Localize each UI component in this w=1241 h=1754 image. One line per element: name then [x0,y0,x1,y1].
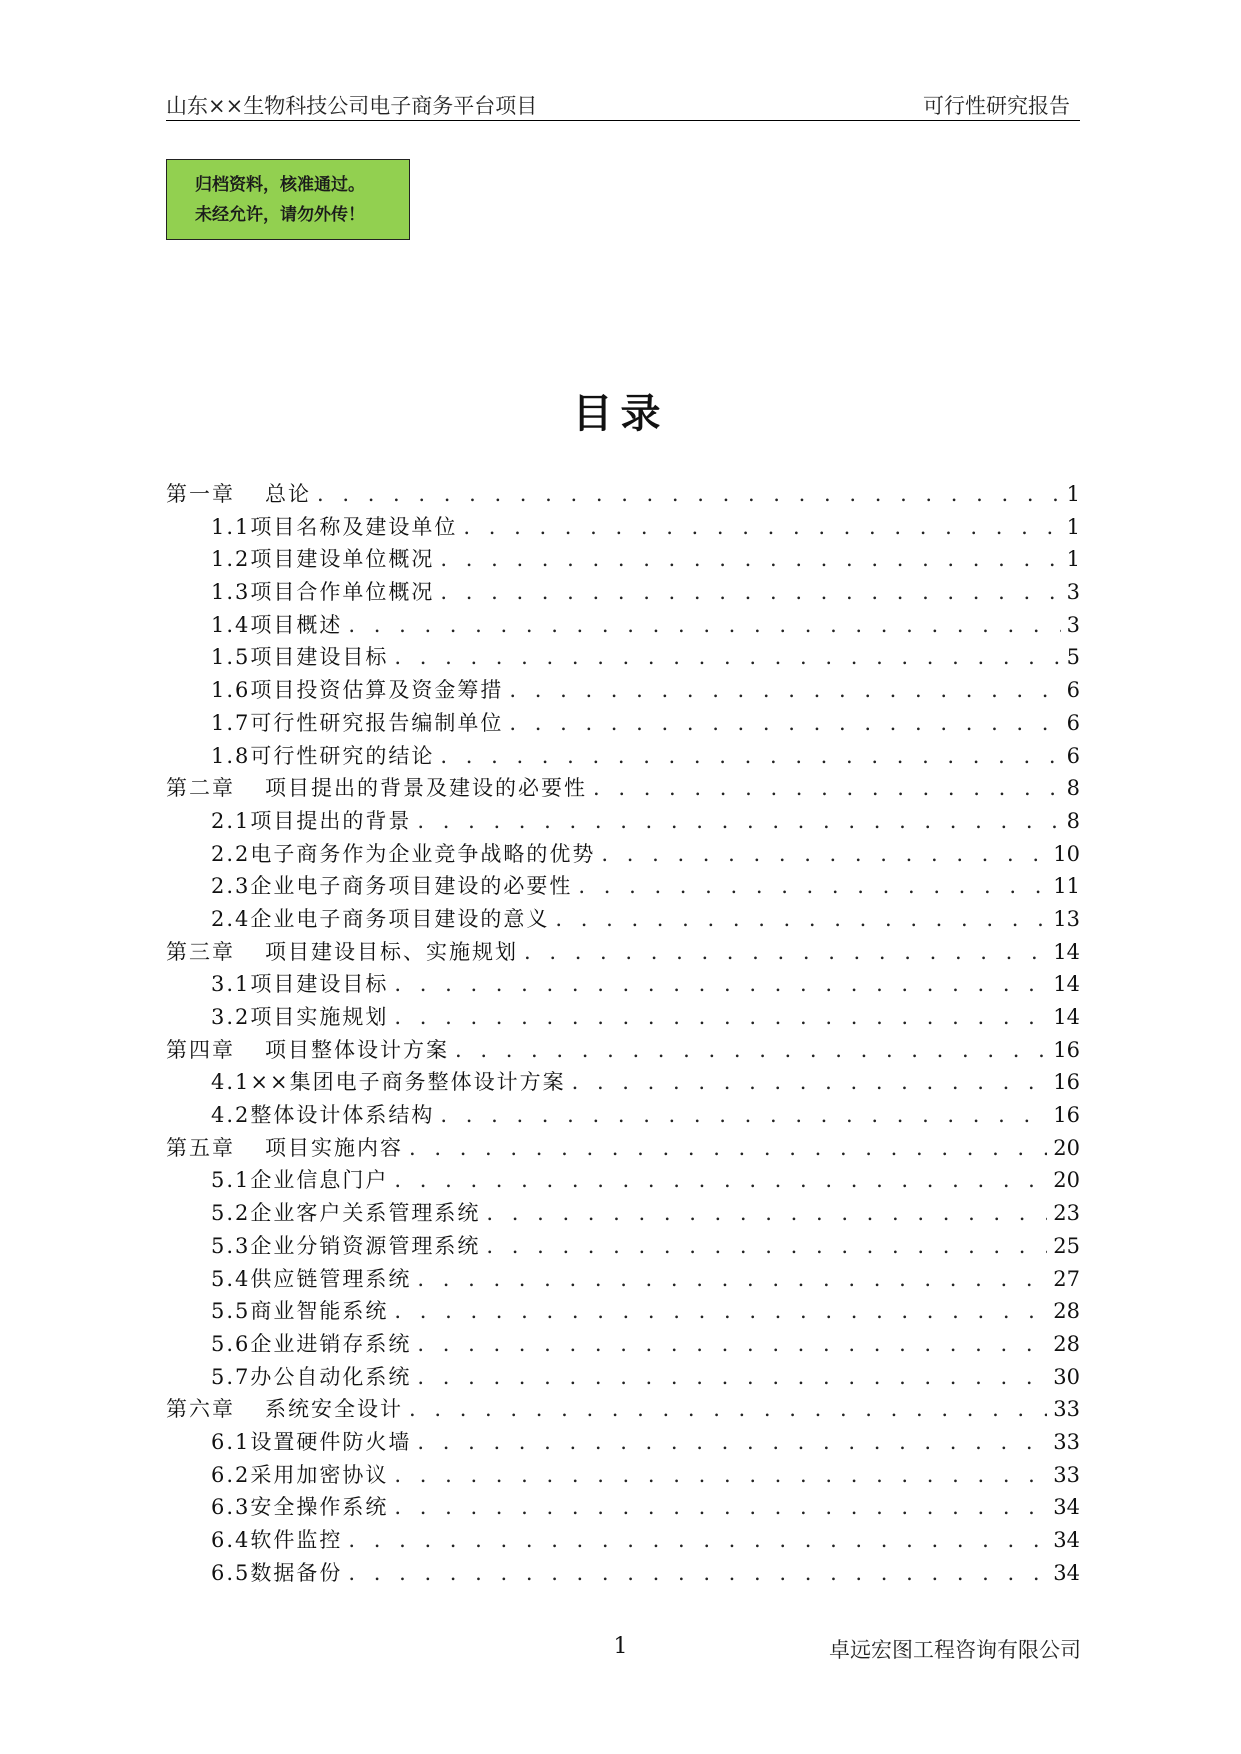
toc-entry-page: 16 [1053,1070,1080,1095]
toc-entry-page: 10 [1053,841,1080,866]
toc-leader-dots [463,515,1060,539]
toc-entry-text: 企业信息门户 [250,1168,389,1193]
toc-entry-text: 数据备份 [250,1560,343,1585]
toc-leader-dots [394,1463,1047,1487]
toc-section-entry[interactable] [166,1557,1080,1590]
toc-entry-text: 电子商务作为企业竞争战略的优势 [250,841,596,866]
toc-entry-label [211,1328,411,1358]
toc-leader-dots [593,776,1061,800]
toc-entry-label [211,707,503,737]
toc-entry-label [211,903,549,933]
toc-section-entry[interactable] [166,870,1080,903]
toc-entry-label [166,1034,449,1064]
toc-entry-page: 13 [1053,906,1080,931]
toc-chapter-entry[interactable] [166,1393,1080,1426]
toc-entry-number: 5.3 [211,1233,251,1258]
toc-section-entry[interactable] [166,1328,1080,1361]
toc-leader-dots [394,972,1047,996]
toc-entry-page: 20 [1053,1135,1080,1160]
toc-entry-page: 1 [1066,482,1080,506]
toc-entry-text: 采用加密协议 [250,1462,389,1487]
toc-entry-label [211,543,434,573]
toc-entry-page: 14 [1053,939,1080,964]
toc-entry-text: 项目名称及建设单位 [250,514,458,539]
toc-entry-label [211,1230,480,1260]
footer-organization: 卓远宏图工程咨询有限公司 [829,1638,1081,1662]
toc-leader-dots [394,645,1060,669]
toc-section-entry[interactable] [166,1230,1080,1263]
toc-section-entry[interactable] [166,609,1080,642]
toc-entry-page: 28 [1053,1331,1080,1356]
toc-entry-number: 6.2 [211,1462,251,1487]
toc-entry-text: 项目合作单位概况 [250,580,435,605]
toc-entry-page: 3 [1066,580,1080,605]
toc-entry-page: 6 [1066,710,1080,735]
toc-entry-number: 1.5 [211,645,251,670]
toc-entry-label [211,1491,388,1521]
toc-entry-text: 项目投资估算及资金筹措 [250,678,504,703]
toc-section-entry[interactable] [166,1099,1080,1132]
toc-entry-number: 6.5 [211,1560,251,1585]
toc-entry-text: 可行性研究报告编制单位 [250,710,504,735]
header-report-type: 可行性研究报告 [923,94,1070,118]
toc-entry-text: 设置硬件防火墙 [250,1429,412,1454]
toc-leader-dots [394,1005,1047,1029]
toc-entry-page: 23 [1053,1201,1080,1226]
toc-leader-dots [417,809,1060,833]
toc-leader-dots [509,678,1060,702]
toc-section-entry[interactable] [166,1459,1080,1492]
toc-entry-text: 项目建设单位概况 [250,547,435,572]
toc-entry-page: 14 [1053,1005,1080,1029]
toc-leader-dots [572,1070,1048,1094]
toc-entry-number: 第四章 [166,1037,235,1062]
toc-section-entry[interactable] [166,576,1080,609]
toc-entry-number: 1.6 [211,678,251,703]
toc-entry-text: 企业进销存系统 [250,1331,412,1356]
toc-entry-number: 第五章 [166,1135,235,1160]
toc-entry-number: 4.2 [211,1103,251,1128]
toc-section-entry[interactable] [166,1295,1080,1328]
toc-section-entry[interactable] [166,511,1080,544]
toc-section-entry[interactable] [166,1426,1080,1459]
toc-entry-label [211,740,434,770]
toc-entry-label [166,1132,403,1162]
archive-notice-box [166,159,410,240]
toc-section-entry[interactable] [166,1491,1080,1524]
toc-entry-label [211,511,457,541]
table-of-contents [166,478,1080,1589]
toc-entry-text: 商业智能系统 [250,1299,389,1324]
toc-entry-label [211,1524,342,1554]
toc-section-entry[interactable] [166,903,1080,936]
toc-entry-text: 项目实施规划 [250,1005,389,1029]
toc-entry-label [211,805,411,835]
toc-entry-text: 可行性研究的结论 [250,743,435,768]
toc-entry-page: 33 [1053,1462,1080,1487]
toc-entry-label [211,576,434,606]
toc-entry-label [211,1459,388,1489]
running-header [166,86,1080,121]
toc-entry-label [211,1263,411,1293]
toc-section-entry[interactable] [166,543,1080,576]
toc-leader-dots [348,1561,1047,1585]
toc-entry-text: 企业客户关系管理系统 [250,1201,481,1226]
toc-leader-dots [486,1234,1047,1258]
toc-entry-number: 2.4 [211,906,251,931]
toc-entry-page: 27 [1053,1266,1080,1291]
toc-entry-text: 企业电子商务项目建设的意义 [250,906,550,931]
toc-leader-dots [555,907,1047,931]
toc-section-entry[interactable] [166,1524,1080,1557]
toc-entry-text: 企业电子商务项目建设的必要性 [250,874,573,899]
toc-leader-dots [440,547,1060,571]
archive-notice-line-2: 未经允许，请勿外传！ [195,205,365,225]
toc-entry-text: 软件监控 [250,1528,343,1552]
toc-entry-label [166,936,518,966]
toc-entry-number: 2.2 [211,841,251,866]
toc-section-entry[interactable] [166,740,1080,773]
toc-entry-number: 3.1 [211,972,251,997]
toc-entry-page: 1 [1066,514,1080,539]
toc-leader-dots [440,744,1060,768]
toc-entry-text: 安全操作系统 [250,1495,389,1520]
toc-entry-number: 第二章 [166,776,235,801]
toc-entry-number: 2.1 [211,808,251,833]
toc-leader-dots [417,1267,1047,1291]
toc-entry-label [211,1197,480,1227]
toc-entry-number: 1.8 [211,743,251,768]
toc-leader-dots [601,842,1047,866]
toc-entry-page: 11 [1053,874,1080,899]
toc-leader-dots [440,1103,1047,1127]
toc-section-entry[interactable] [166,838,1080,871]
toc-chapter-entry[interactable] [166,936,1080,969]
toc-section-entry[interactable] [166,1066,1080,1099]
toc-section-entry[interactable] [166,1164,1080,1197]
toc-entry-page: 5 [1066,645,1080,670]
toc-entry-page: 33 [1053,1429,1080,1454]
toc-entry-number: 2.3 [211,874,251,899]
toc-entry-page: 34 [1053,1528,1080,1552]
toc-entry-text: 企业分销资源管理系统 [250,1233,481,1258]
toc-entry-text: 供应链管理系统 [250,1266,412,1291]
toc-leader-dots [394,1495,1047,1519]
archive-notice-line-1: 归档资料，核准通过。 [195,175,365,195]
toc-entry-page: 33 [1053,1397,1080,1422]
toc-section-entry[interactable] [166,707,1080,740]
toc-leader-dots [455,1038,1047,1062]
toc-leader-dots [509,711,1060,735]
toc-entry-text: 项目建设目标、实施规划 [265,939,518,964]
toc-entry-label [211,1164,388,1194]
toc-entry-number: 5.7 [211,1364,251,1389]
toc-entry-number: 5.6 [211,1331,251,1356]
toc-chapter-entry[interactable] [166,1132,1080,1165]
toc-entry-label [211,968,388,998]
toc-entry-page: 1 [1066,547,1080,572]
toc-entry-number: 5.2 [211,1201,251,1226]
toc-entry-label [166,772,587,802]
toc-entry-page: 16 [1053,1037,1080,1062]
toc-entry-number: 6.4 [211,1528,251,1552]
toc-entry-text: 项目建设目标 [250,972,389,997]
toc-entry-text: 项目概述 [250,612,343,637]
toc-entry-number: 1.2 [211,547,251,572]
toc-section-entry[interactable] [166,674,1080,707]
toc-section-entry[interactable] [166,1197,1080,1230]
toc-entry-page: 6 [1066,743,1080,768]
toc-entry-text: 项目提出的背景及建设的必要性 [265,776,587,801]
toc-entry-page: 34 [1053,1560,1080,1585]
toc-leader-dots [409,1136,1047,1160]
toc-section-entry[interactable] [166,968,1080,1001]
page-number: 1 [613,1634,628,1659]
toc-entry-page: 14 [1053,972,1080,997]
toc-entry-label [211,609,342,639]
toc-entry-label [211,674,503,704]
toc-leader-dots [394,1299,1047,1323]
toc-entry-number: 6.1 [211,1429,251,1454]
toc-title: 目录 [572,390,669,437]
toc-leader-dots [348,1528,1047,1552]
toc-entry-number: 5.1 [211,1168,251,1193]
toc-entry-page: 28 [1053,1299,1080,1324]
toc-entry-label [166,1393,403,1423]
toc-entry-number: 4.1 [211,1070,251,1095]
toc-section-entry[interactable] [166,1361,1080,1394]
toc-entry-label [211,1426,411,1456]
toc-entry-page: 16 [1053,1103,1080,1128]
toc-entry-text: 办公自动化系统 [250,1364,412,1389]
toc-entry-text: 系统安全设计 [265,1397,403,1422]
toc-entry-text: 项目整体设计方案 [265,1037,449,1062]
toc-entry-number: 第一章 [166,482,235,506]
toc-leader-dots [524,940,1047,964]
toc-leader-dots [417,1430,1047,1454]
toc-section-entry[interactable] [166,641,1080,674]
toc-leader-dots [417,1365,1047,1389]
toc-leader-dots [578,874,1047,898]
toc-entry-page: 20 [1053,1168,1080,1193]
toc-leader-dots [348,613,1060,637]
toc-leader-dots [486,1201,1047,1225]
toc-entry-text: 项目实施内容 [265,1135,403,1160]
header-project-name: 山东××生物科技公司电子商务平台项目 [166,94,538,118]
toc-entry-page: 8 [1066,776,1080,801]
toc-entry-label [211,838,595,868]
toc-entry-text: 项目建设目标 [250,645,389,670]
toc-entry-number: 1.3 [211,580,251,605]
toc-entry-number: 5.5 [211,1299,251,1324]
toc-entry-number: 1.1 [211,514,251,539]
toc-entry-label [211,1557,342,1587]
toc-entry-text: 整体设计体系结构 [250,1103,435,1128]
toc-entry-label [211,1295,388,1325]
toc-entry-page: 34 [1053,1495,1080,1520]
toc-section-entry[interactable] [166,805,1080,838]
toc-entry-page: 3 [1066,612,1080,637]
toc-leader-dots [440,580,1060,604]
toc-leader-dots [409,1397,1047,1421]
toc-leader-dots [317,482,1061,506]
toc-entry-text: 项目提出的背景 [250,808,412,833]
toc-entry-number: 6.3 [211,1495,251,1520]
toc-entry-text: 总论 [265,482,311,506]
toc-entry-label [211,1066,566,1096]
toc-entry-number: 第六章 [166,1397,235,1422]
toc-entry-label [211,870,572,900]
toc-section-entry[interactable] [166,1001,1080,1034]
toc-entry-label [211,1001,388,1031]
toc-entry-number: 1.7 [211,710,251,735]
toc-entry-label [211,1361,411,1391]
toc-entry-number: 1.4 [211,612,251,637]
toc-entry-number: 3.2 [211,1005,251,1029]
toc-chapter-entry[interactable] [166,772,1080,805]
toc-entry-label [166,478,311,508]
toc-section-entry[interactable] [166,1263,1080,1296]
toc-entry-label [211,1099,434,1129]
toc-entry-page: 25 [1053,1233,1080,1258]
toc-chapter-entry[interactable] [166,478,1080,511]
toc-entry-text: ××集团电子商务整体设计方案 [250,1070,566,1095]
toc-entry-page: 6 [1066,678,1080,703]
toc-leader-dots [417,1332,1047,1356]
toc-chapter-entry[interactable] [166,1034,1080,1067]
toc-entry-label [211,641,388,671]
toc-entry-number: 第三章 [166,939,235,964]
toc-entry-page: 30 [1053,1364,1080,1389]
toc-entry-page: 8 [1066,808,1080,833]
toc-leader-dots [394,1168,1047,1192]
toc-entry-number: 5.4 [211,1266,251,1291]
